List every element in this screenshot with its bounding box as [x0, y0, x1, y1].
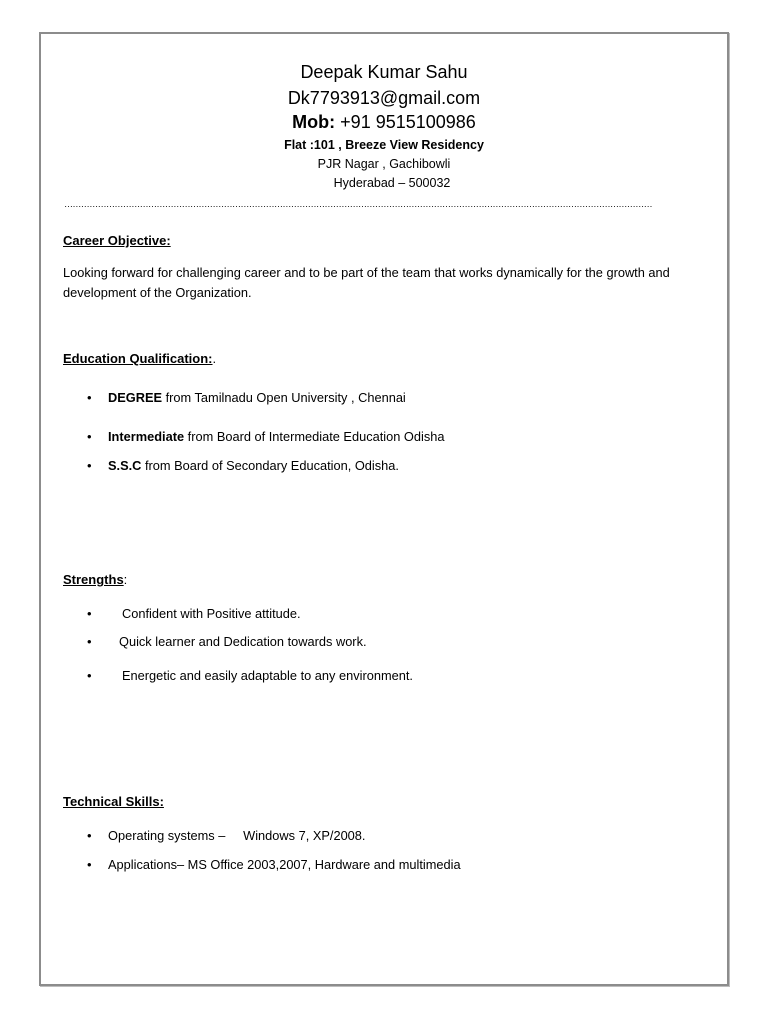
bullet-icon: • [87, 857, 92, 872]
education-item-title: Intermediate [108, 429, 185, 444]
strengths-heading-text: Strengths [63, 572, 124, 587]
strength-item: Confident with Positive attitude. [122, 606, 301, 621]
technical-skill-item: Operating systems – Windows 7, XP/2008. [108, 828, 366, 843]
candidate-name: Deepak Kumar Sahu [300, 62, 468, 82]
candidate-mobile [0, 112, 768, 133]
career-objective-heading [63, 233, 171, 248]
candidate-email: Dk7793913@gmail.com [287, 88, 481, 108]
education-item [108, 390, 406, 405]
strengths-heading-tail: : [123, 572, 128, 587]
education-heading-text: Education Qualification: [63, 351, 213, 366]
bullet-icon: • [87, 606, 92, 621]
strength-item: Quick learner and Dedication towards work. [119, 634, 367, 649]
bullet-icon: • [87, 390, 92, 405]
education-item-detail: from Board of Secondary Education, Odisha. [141, 458, 399, 473]
education-item-title: DEGREE [108, 390, 163, 405]
bullet-icon: • [87, 668, 92, 683]
education-item-detail: from Tamilnadu Open University , Chennai [162, 390, 406, 405]
bullet-icon: • [87, 458, 92, 473]
mobile-label: Mob: [292, 112, 336, 132]
address-line-1: Flat :101 , Breeze View Residency [284, 138, 484, 152]
mobile-number: +91 9515100986 [340, 112, 476, 132]
bullet-icon: • [87, 828, 92, 843]
bullet-icon: • [87, 634, 92, 649]
technical-skills-heading-text: Technical Skills: [63, 794, 164, 809]
education-item-detail: from Board of Intermediate Education Odisha [184, 429, 445, 444]
strength-item: Energetic and easily adaptable to any environment. [122, 668, 413, 683]
bullet-icon: • [87, 429, 92, 444]
address-line-2: PJR Nagar , Gachibowli [317, 157, 451, 171]
career-objective-heading-text: Career Objective: [63, 233, 171, 248]
address-line-3: Hyderabad – 500032 [333, 176, 451, 190]
dotted-divider: ………………………………………………………………………………………………………………………………………………………………………………………… [64, 199, 653, 209]
education-item [108, 458, 399, 473]
technical-skills-heading [63, 794, 164, 809]
strengths-heading [63, 572, 127, 587]
education-heading-tail: . [212, 351, 217, 366]
education-heading [63, 351, 216, 366]
education-item-title: S.S.C [108, 458, 142, 473]
technical-skill-item: Applications– MS Office 2003,2007, Hardware and multimedia [108, 857, 461, 872]
education-item [108, 429, 444, 444]
career-objective-text: Looking forward for challenging career and to be part of the team that works dynamically for the growth and development of the Organization. [63, 265, 670, 300]
